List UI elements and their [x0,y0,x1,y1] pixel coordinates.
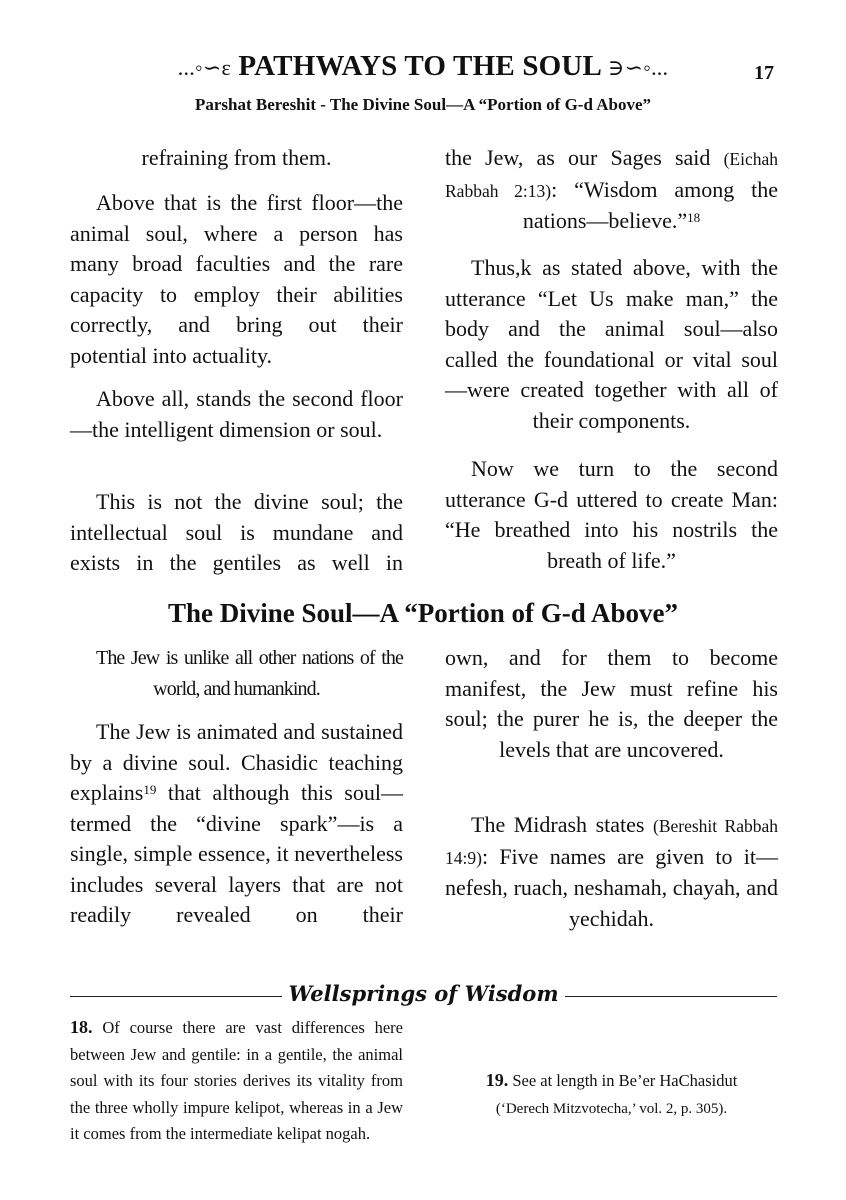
paragraph [445,143,778,237]
text: : “Wisdom among the nations—believe.” [522,176,778,233]
citation: (Bereshit Rabbah 14:9) [445,816,779,868]
book-title: PATHWAYS TO THE SOUL [238,50,601,82]
footnote-heading-text: Wellsprings of Wisdom [282,981,564,1006]
footnote-heading [70,981,777,1006]
text: The Jew is animated and sustained by a divine soul. Chasidic teaching explains [70,719,403,805]
paragraph: Now we turn to the second utterance G-d uttered to create Man: “He breathed into his nostrils the breath of life.” [445,456,778,573]
text: : Five names are given to it—nefesh, ruach, neshamah, chayah, and yechidah. [445,843,778,931]
paragraph: Above that is the first floor—the animal soul, where a person has many broad faculties and the rare capacity to employ their abilities correctly, and bring out their potential into actuality. [70,190,403,368]
ornament-right-icon: ∋∽◦... [607,55,669,80]
paragraph [70,717,403,931]
paragraph: refraining from them. [141,145,332,170]
footnote-ref[interactable]: 18 [687,210,701,225]
ornament-left-icon: ...◦∽ε [177,55,231,80]
paragraph [445,810,778,934]
chapter-subtitle: Parshat Bereshit - The Divine Soul—A “Portion of G-d Above” [194,95,652,114]
footnote-18 [70,1014,403,1143]
paragraph: own, and for them to become manifest, the Jew must refine his soul; the purer he is, the deeper the levels that are uncovered. [445,645,778,762]
text: that although this soul—termed the “divine spark”—is a single, simple essence, it nevertheless includes several layers that are not readily revealed on their [70,780,403,927]
paragraph: Thus,k as stated above, with the utterance “Let Us make man,” the body and the animal soul—also called the foundational or vital soul—were created together with all of their components. [445,255,778,433]
citation: (Eichah Rabbah 2:13) [445,149,778,201]
footnote-text: See at length in Be’er HaChasidut [508,1071,738,1090]
footnote-citation: (‘Derech Mitzvotecha,’ vol. 2, p. 305). [495,1100,728,1117]
page-number: 17 [754,62,774,84]
footnote-text: Of course there are vast differences here between Jew and gentile: in a gentile, the animal soul with its four stories derives its vitality from the three wholly impure kelipot, whereas in a Jew it comes from the intermediate kelipat nogah. [70,1018,403,1143]
text: the Jew, as our Sages said [445,145,724,170]
footnote-number: 19. [485,1070,509,1090]
text: The Midrash states [471,812,653,837]
footnote-19 [445,1067,778,1122]
footnote-number: 18. [70,1017,93,1037]
section-heading: The Divine Soul—A “Portion of G-d Above” [167,598,679,628]
paragraph: This is not the divine soul; the intellectual soul is mundane and exists in the gentiles as well in [70,489,403,575]
footnote-ref[interactable]: 19 [143,782,157,797]
running-title [0,50,846,83]
paragraph: The Jew is unlike all other nations of the world, and humankind. [96,647,403,700]
paragraph: Above all, stands the second floor—the intelligent dimension or soul. [70,386,403,442]
